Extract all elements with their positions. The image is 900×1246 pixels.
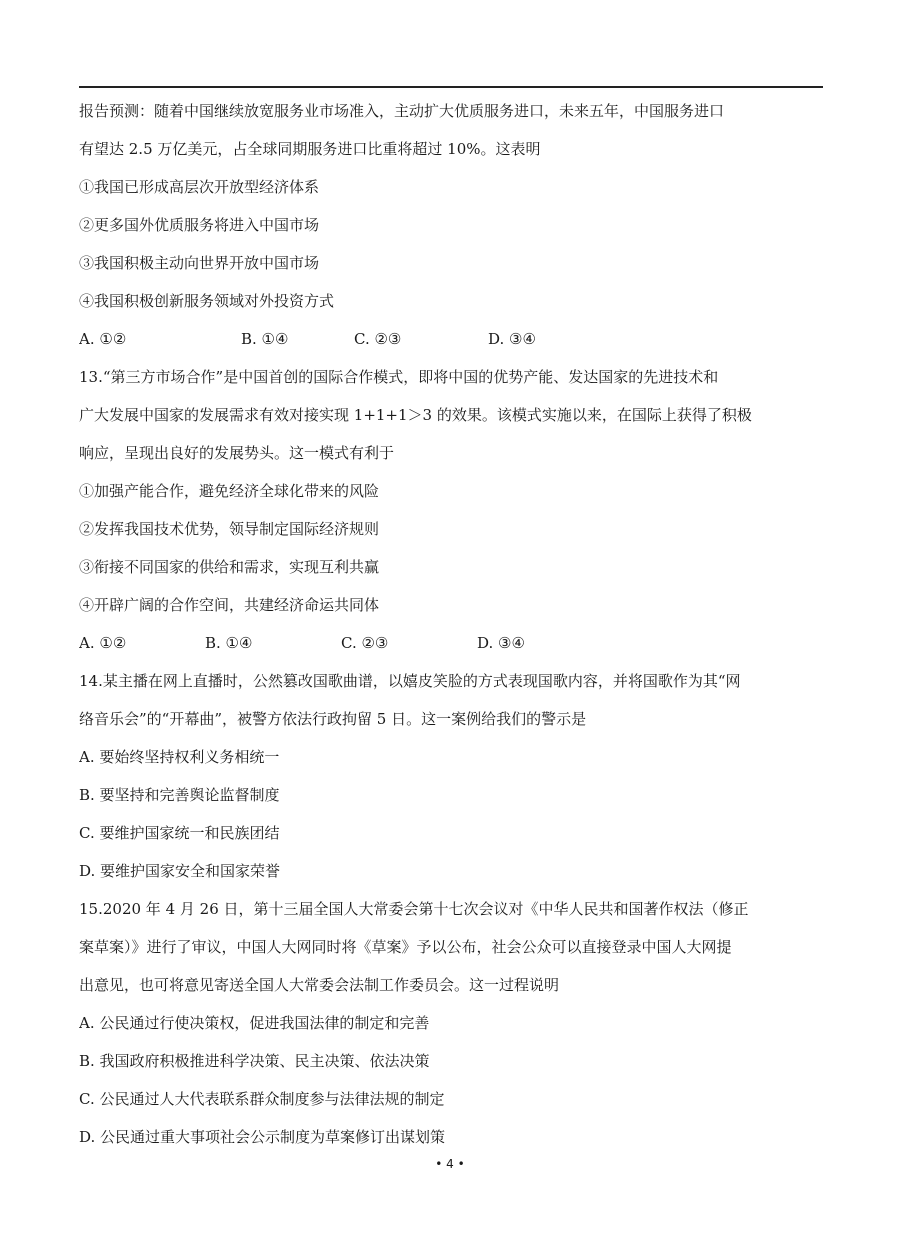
- option-a: A. 公民通过行使决策权，促进我国法律的制定和完善: [79, 1014, 430, 1032]
- option-d: D. 要维护国家安全和国家荣誉: [79, 862, 281, 880]
- statement-4: ④开辟广阔的合作空间，共建经济命运共同体: [79, 596, 380, 614]
- option-d: D. 公民通过重大事项社会公示制度为草案修订出谋划策: [79, 1128, 446, 1146]
- statement-1: ①加强产能合作，避免经济全球化带来的风险: [79, 482, 380, 500]
- option-b: B. 我国政府积极推进科学决策、民主决策、依法决策: [79, 1052, 430, 1070]
- question-stem-line: 出意见，也可将意见寄送全国人大常委会法制工作委员会。这一过程说明: [79, 976, 560, 994]
- choice-b: B. ①④: [205, 634, 253, 652]
- choice-a: A. ①②: [79, 634, 127, 652]
- question-stem-line: 15.2020 年 4 月 26 日，第十三届全国人大常委会第十七次会议对《中华人民共和国著作权法（修正: [79, 900, 749, 918]
- question-stem-line: 响应，呈现出良好的发展势头。这一模式有利于: [79, 444, 395, 462]
- question-stem-line: 广大发展中国家的发展需求有效对接实现 1+1+1＞3 的效果。该模式实施以来，在国际上获得了积极: [79, 406, 752, 424]
- choice-c: C. ②③: [354, 330, 402, 348]
- choice-c: C. ②③: [341, 634, 389, 652]
- choice-d: D. ③④: [488, 330, 536, 348]
- choice-a: A. ①②: [79, 330, 127, 348]
- question-stem-line: 14.某主播在网上直播时，公然篡改国歌曲谱，以嬉皮笑脸的方式表现国歌内容，并将国歌作为其“网: [79, 672, 741, 690]
- option-c: C. 要维护国家统一和民族团结: [79, 824, 280, 842]
- option-c: C. 公民通过人大代表联系群众制度参与法律法规的制定: [79, 1090, 445, 1108]
- question-stem-line: 案草案）》进行了审议，中国人大网同时将《草案》予以公布，社会公众可以直接登录中国人大网提: [79, 938, 732, 956]
- statement-3: ③衔接不同国家的供给和需求，实现互利共赢: [79, 558, 380, 576]
- header-rule: [79, 86, 823, 88]
- question-12: [79, 92, 823, 358]
- statement-2: ②更多国外优质服务将进入中国市场: [79, 216, 320, 234]
- question-13: [79, 358, 823, 662]
- option-b: B. 要坚持和完善舆论监督制度: [79, 786, 280, 804]
- question-stem-line: 络音乐会”的“开幕曲”，被警方依法行政拘留 5 日。这一案例给我们的警示是: [79, 710, 587, 728]
- question-14: [79, 662, 823, 890]
- answer-choices: [79, 624, 823, 662]
- question-stem-line: 13.“第三方市场合作”是中国首创的国际合作模式，即将中国的优势产能、发达国家的先进技术和: [79, 368, 719, 386]
- choice-b: B. ①④: [241, 330, 289, 348]
- exam-page-content: [79, 92, 823, 1156]
- answer-choices: [79, 320, 823, 358]
- statement-2: ②发挥我国技术优势，领导制定国际经济规则: [79, 520, 380, 538]
- question-stem-line: 报告预测：随着中国继续放宽服务业市场准入，主动扩大优质服务进口，未来五年，中国服务进口: [79, 102, 725, 120]
- statement-1: ①我国已形成高层次开放型经济体系: [79, 178, 320, 196]
- statement-4: ④我国积极创新服务领域对外投资方式: [79, 292, 335, 310]
- option-a: A. 要始终坚持权利义务相统一: [79, 748, 280, 766]
- question-stem-line: 有望达 2.5 万亿美元，占全球同期服务进口比重将超过 10%。这表明: [79, 140, 541, 158]
- choice-d: D. ③④: [477, 634, 525, 652]
- statement-3: ③我国积极主动向世界开放中国市场: [79, 254, 320, 272]
- page-number: • 4 •: [435, 1157, 465, 1171]
- question-15: [79, 890, 823, 1156]
